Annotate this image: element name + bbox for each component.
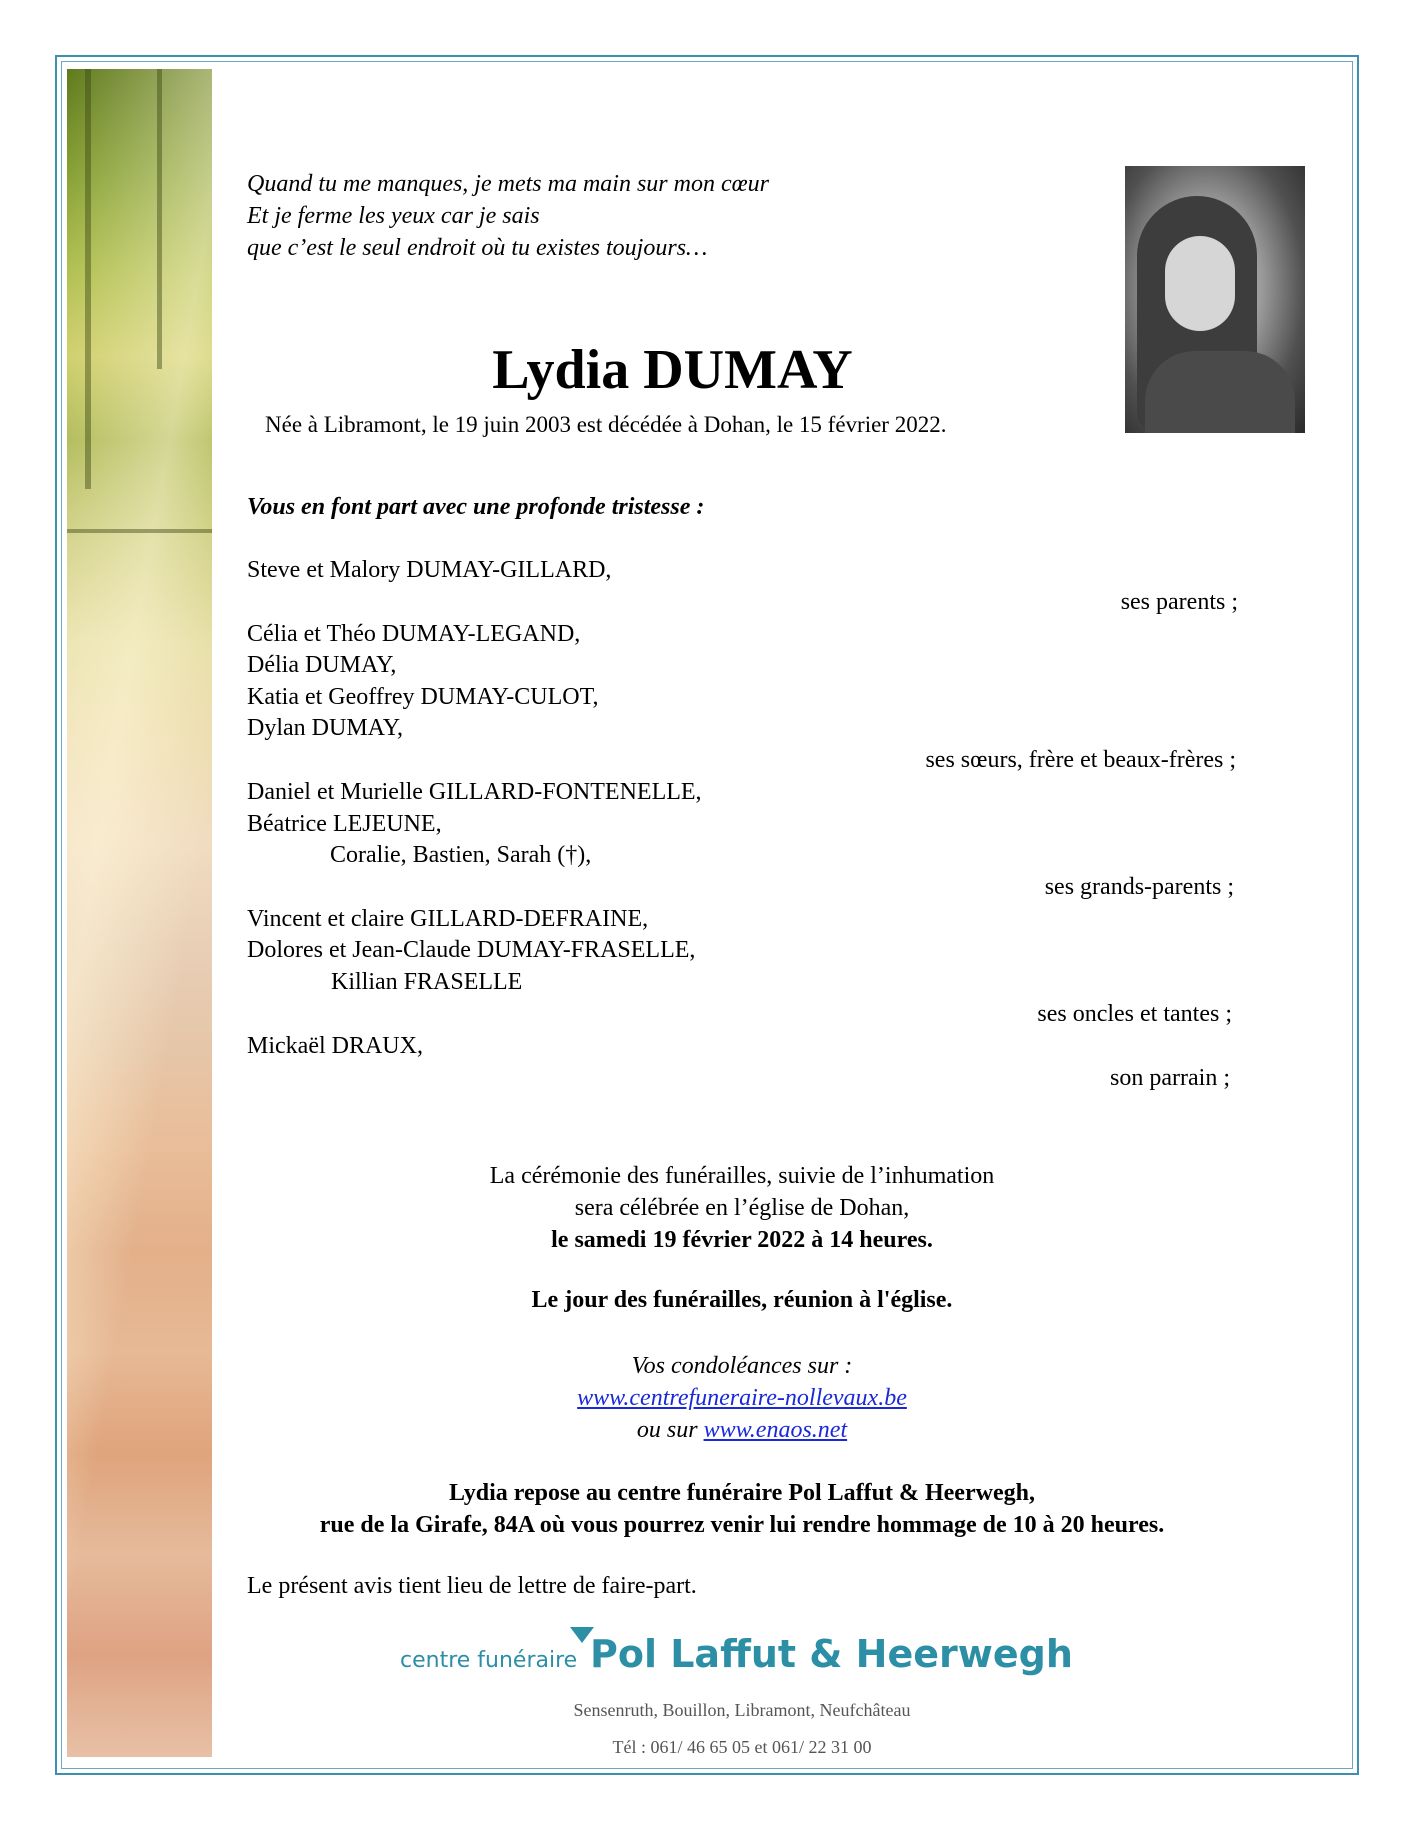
family-role: ses sœurs, frère et beaux-frères ; (925, 747, 1236, 773)
logo-company-name: Pol Laffut & Heerwegh (590, 1632, 1073, 1676)
poem-line-2: Et je ferme les yeux car je sais (247, 203, 540, 229)
repose-line-1: Lydia repose au centre funéraire Pol Laffut & Heerwegh, (449, 1480, 1035, 1506)
poem-line-1: Quand tu me manques, je mets ma main sur mon cœur (247, 171, 769, 197)
gathering-note: Le jour des funérailles, réunion à l'église. (531, 1287, 953, 1313)
family-name: Dolores et Jean-Claude DUMAY-FRASELLE, (247, 937, 696, 963)
announcement-intro: Vous en font part avec une profonde tristesse : (247, 494, 705, 520)
family-name: Katia et Geoffrey DUMAY-CULOT, (247, 684, 599, 710)
ceremony-line-2: sera célébrée en l’église de Dohan, (574, 1195, 910, 1221)
faire-part-notice: Le présent avis tient lieu de lettre de faire-part. (247, 1573, 697, 1599)
portrait-photo (1125, 166, 1305, 433)
repose-block (247, 1477, 1237, 1541)
condolences-or: ou sur (636, 1417, 698, 1443)
family-role: son parrain ; (1110, 1065, 1230, 1091)
family-name: Mickaël DRAUX, (247, 1033, 423, 1059)
logo-locations: Sensenruth, Bouillon, Libramont, Neufchâteau (573, 1700, 911, 1720)
family-name: Dylan DUMAY, (247, 715, 404, 741)
family-name: Steve et Malory DUMAY-GILLARD, (247, 557, 612, 583)
family-name: Béatrice LEJEUNE, (247, 811, 442, 837)
family-role: ses grands-parents ; (1044, 874, 1234, 900)
poem (247, 168, 769, 264)
family-name: Vincent et claire GILLARD-DEFRAINE, (247, 906, 649, 932)
condolences-link-nollevaux[interactable]: www.centrefuneraire-nollevaux.be (577, 1385, 907, 1411)
ceremony-line-1: La cérémonie des funérailles, suivie de l’inhumation (489, 1163, 995, 1189)
ceremony-block (247, 1160, 1237, 1256)
condolences-block (247, 1350, 1237, 1446)
condolences-label: Vos condoléances sur : (631, 1353, 853, 1379)
family-role: ses parents ; (1120, 589, 1238, 615)
family-name: Délia DUMAY, (247, 652, 397, 678)
ceremony-date: le samedi 19 février 2022 à 14 heures. (551, 1227, 933, 1253)
birth-death-line: Née à Libramont, le 19 juin 2003 est décédée à Dohan, le 15 février 2022. (265, 412, 947, 437)
repose-line-2: rue de la Girafe, 84A où vous pourrez venir lui rendre hommage de 10 à 20 heures. (319, 1512, 1165, 1538)
logo-small-text: centre funéraire (400, 1648, 578, 1673)
family-role: ses oncles et tantes ; (1037, 1001, 1232, 1027)
family-name-indented: Coralie, Bastien, Sarah (†), (330, 842, 592, 868)
deceased-name: Lydia DUMAY (492, 339, 853, 401)
family-name: Daniel et Murielle GILLARD-FONTENELLE, (247, 779, 702, 805)
poem-line-3: que c’est le seul endroit où tu existes toujours… (247, 235, 708, 261)
family-name-indented: Killian FRASELLE (331, 969, 523, 995)
forest-path-image (67, 69, 212, 1757)
logo-phone: Tél : 061/ 46 65 05 et 061/ 22 31 00 (612, 1737, 872, 1757)
condolences-link-enaos[interactable]: www.enaos.net (703, 1417, 848, 1443)
family-name: Célia et Théo DUMAY-LEGAND, (247, 621, 581, 647)
